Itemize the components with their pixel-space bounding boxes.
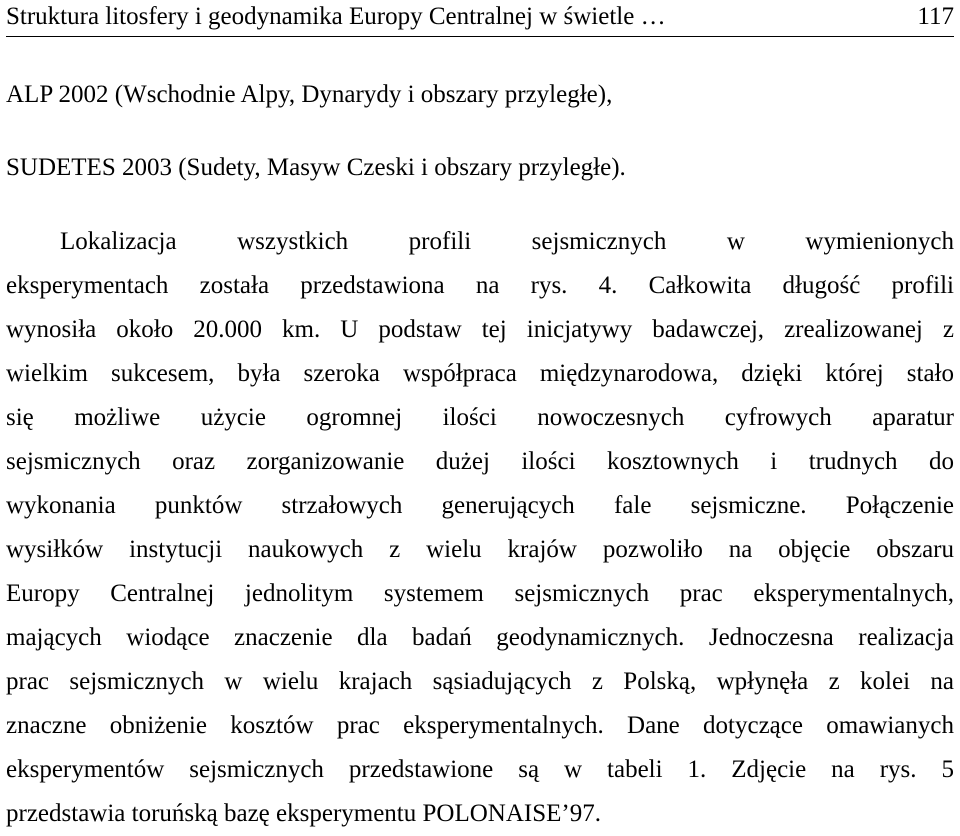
paragraph-line: eksperymentach została przedstawiona na rys. 4. Całkowita długość profili xyxy=(6,272,954,299)
paragraph-line: wielkim sukcesem, była szeroka współpraca międzynarodowa, dzięki której stało xyxy=(6,360,954,387)
paragraph-line: wysiłków instytucji naukowych z wielu krajów pozwoliło na objęcie obszaru xyxy=(6,536,954,563)
list-item-sudetes-2003: SUDETES 2003 (Sudety, Masyw Czeski i obszary przyległe). xyxy=(6,154,626,181)
paragraph-line: Lokalizacja wszystkich profili sejsmicznych w wymienionych xyxy=(60,228,954,255)
running-header xyxy=(6,0,954,37)
paragraph-line: sejsmicznych oraz zorganizowanie dużej ilości kosztownych i trudnych do xyxy=(6,448,954,475)
paragraph-line: prac sejsmicznych w wielu krajach sąsiadujących z Polską, wpłynęła z kolei na xyxy=(6,668,954,695)
running-header-title: Struktura litosfery i geodynamika Europy Centralnej w świetle … xyxy=(6,3,666,30)
paragraph-line: się możliwe użycie ogromnej ilości nowoczesnych cyfrowych aparatur xyxy=(6,404,954,431)
paragraph-line: wynosiła około 20.000 km. U podstaw tej inicjatywy badawczej, zrealizowanej z xyxy=(6,316,954,343)
paragraph-line: wykonania punktów strzałowych generujących fale sejsmiczne. Połączenie xyxy=(6,492,954,519)
paragraph-line: eksperymentów sejsmicznych przedstawione są w tabeli 1. Zdjęcie na rys. 5 xyxy=(6,756,954,783)
list-item-alp-2002: ALP 2002 (Wschodnie Alpy, Dynarydy i obszary przyległe), xyxy=(6,81,613,108)
paragraph-line: znaczne obniżenie kosztów prac eksperymentalnych. Dane dotyczące omawianych xyxy=(6,712,954,739)
paragraph-line: przedstawia toruńską bazę eksperymentu POLONAISE’97. xyxy=(6,800,601,827)
paragraph-line: Europy Centralnej jednolitym systemem sejsmicznych prac eksperymentalnych, xyxy=(6,580,954,607)
page-number: 117 xyxy=(917,3,954,30)
paragraph-line: mających wiodące znaczenie dla badań geodynamicznych. Jednoczesna realizacja xyxy=(6,624,954,651)
